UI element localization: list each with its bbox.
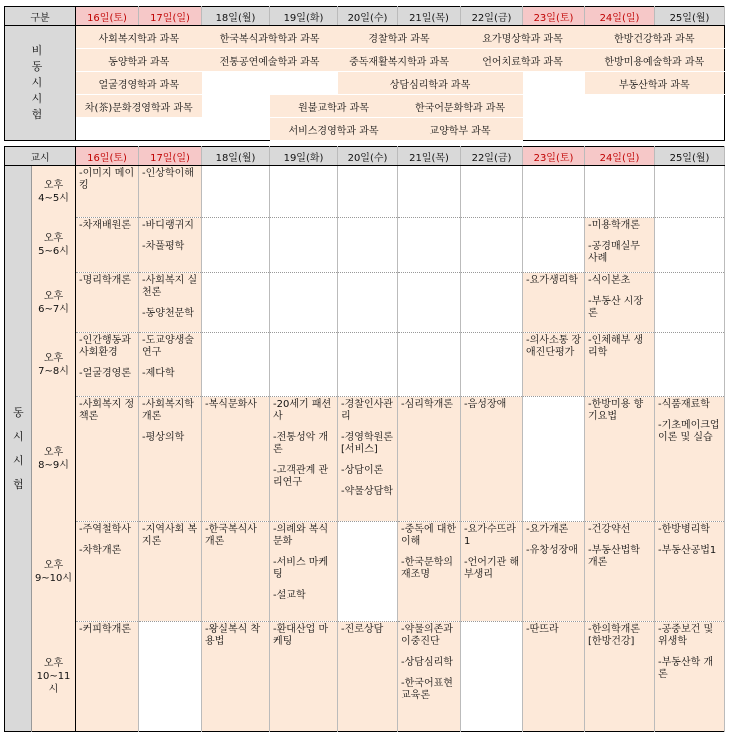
course-item: -커피학개론 [79,624,131,635]
subject-block: 한국어문화학과 과목 [398,95,523,118]
course-item: -식품재료학 [658,399,710,410]
course-item: -사회복지학 개론 [142,399,194,422]
schedule-cell [398,218,461,273]
period-label: 오후 6~7시 [32,273,76,333]
day-header: 25일(월) [655,7,725,26]
schedule-cell [585,522,655,622]
schedule-cell [338,397,398,522]
course-item: -요가수뜨라1 [464,524,516,547]
subject-block: 교양학부 과목 [398,118,523,141]
schedule-cell [585,333,655,397]
schedule-cell [461,166,523,218]
schedule-cell [202,397,270,522]
course-item: -부동산공법1 [658,545,717,556]
course-item: -약물의존과 이중진단 [401,624,453,647]
course-item: -전통성악 개론 [273,432,329,455]
course-item: -고객관계 관리연구 [273,465,329,488]
schedule-cell [270,522,338,622]
course-item: -복식문화사 [205,399,257,410]
day-header: 22일(금) [461,7,523,26]
course-item: -한방병리학 [658,524,710,535]
course-item: -약물상담학 [341,486,393,497]
course-item: -동양천문학 [142,308,194,319]
schedule-cell [76,218,139,273]
day-header: 20일(수) [338,7,398,26]
course-item: -얼굴경영론 [79,368,131,379]
schedule-cell [76,333,139,397]
schedule-cell [139,522,202,622]
course-item: -한국복식사 개론 [205,524,257,547]
day-header: 24일(일) [585,7,655,26]
subject-block: 한방미용예술학과 과목 [585,49,725,72]
schedule-row [5,273,725,333]
course-item: -한국문학의 재조명 [401,557,453,580]
course-item: -차풀평학 [142,241,185,252]
day-header: 23일(토) [523,147,585,166]
concurrent-group-label: 동 시 시 험 [5,166,32,732]
schedule-cell [655,622,725,732]
day-header: 19일(화) [270,7,338,26]
schedule-cell [461,397,523,522]
schedule-cell [270,166,338,218]
schedule-cell [338,522,398,622]
schedule-cell [398,622,461,732]
header-row [5,7,725,26]
course-item: -상담이론 [341,465,384,476]
schedule-cell [338,333,398,397]
schedule-row [5,218,725,273]
course-item: -부동산법학 개론 [588,545,640,568]
period-header: 교시 [5,147,76,166]
course-item: -공경매실무 사례 [588,241,640,264]
schedule-cell [338,273,398,333]
schedule-cell [398,166,461,218]
day-header: 21일(목) [398,147,461,166]
schedule-cell [655,166,725,218]
schedule-cell [270,218,338,273]
course-item: -부동산 시장론 [588,296,644,319]
schedule-cell [270,273,338,333]
day-header: 21일(목) [398,7,461,26]
schedule-cell [76,622,139,732]
subject-block: 요가명상학과 과목 [461,26,585,49]
day-header: 17일(일) [139,147,202,166]
course-item: -한의학개론 [한방건강] [588,624,640,647]
course-item: -인체해부 생리학 [588,335,644,358]
schedule-cell [461,622,523,732]
schedule-cell [461,522,523,622]
subject-block: 동양학과 과목 [76,49,202,72]
schedule-row [5,166,725,218]
day-header: 20일(수) [338,147,398,166]
schedule-cell [655,333,725,397]
schedule-cell [523,218,585,273]
schedule-cell [338,622,398,732]
schedule-cell [523,333,585,397]
course-item: -지역사회 복지론 [142,524,198,547]
period-label: 오후 7~8시 [32,333,76,397]
course-item: -차학개론 [79,545,122,556]
schedule-cell [523,166,585,218]
course-item: -딴뜨라 [526,624,559,635]
header-label: 구분 [5,7,76,26]
schedule-cell [76,397,139,522]
schedule-cell [76,166,139,218]
schedule-cell [398,333,461,397]
course-item: -20세기 패션사 [273,399,332,422]
schedule-row [5,622,725,732]
day-header: 16일(토) [76,147,139,166]
schedule-cell [139,397,202,522]
schedule-cell [655,273,725,333]
course-item: -심리학개론 [401,399,453,410]
schedule-cell [523,273,585,333]
course-item: -명리학개론 [79,275,131,286]
course-item: -요가생리학 [526,275,578,286]
schedule-cell [585,166,655,218]
course-item: -사회복지 실천론 [142,275,198,298]
subject-block: 서비스경영학과 과목 [270,118,398,141]
day-header: 22일(금) [461,147,523,166]
course-item: -미용학개론 [588,220,640,231]
subject-block: 차(茶)문화경영학과 과목 [76,95,202,118]
course-item: -왕실복식 착용법 [205,624,261,647]
course-item: -공중보건 및 위생학 [658,624,714,647]
period-label: 오후 5~6시 [32,218,76,273]
course-item: -부동산학 개론 [658,657,714,680]
course-item: -평상의학 [142,432,185,443]
course-item: -인상학이해 [142,168,194,179]
schedule-cell [523,622,585,732]
schedule-cell [461,218,523,273]
course-item: -차재배원론 [79,220,131,231]
subject-block: 언어치료학과 과목 [461,49,585,72]
schedule-row [5,522,725,622]
schedule-cell [398,522,461,622]
schedule-cell [338,166,398,218]
schedule-cell [461,273,523,333]
schedule-cell [202,622,270,732]
nonconcurrent-label: 비 동 시 시 험 [5,26,76,141]
day-header: 16일(토) [76,7,139,26]
day-header: 18일(월) [202,7,270,26]
schedule-cell [585,397,655,522]
course-item: -의례와 복식문화 [273,524,329,547]
subject-block: 얼굴경영학과 과목 [76,72,202,95]
schedule-cell [139,166,202,218]
day-header: 18일(월) [202,147,270,166]
schedule-cell [338,218,398,273]
subject-block: 사회복지학과 과목 [76,26,202,49]
course-item: -사회복지 정책론 [79,399,135,422]
schedule-cell [139,622,202,732]
course-item: -한방미용 향기요법 [588,399,644,422]
schedule-cell [202,218,270,273]
schedule-cell [585,622,655,732]
schedule-cell [139,273,202,333]
schedule-cell [270,333,338,397]
course-item: -유창성장애 [526,545,578,556]
course-item: -이미지 메이킹 [79,168,135,191]
course-item: -언어기관 해부생리 [464,557,520,580]
course-item: -한국어표현 교육론 [401,678,453,701]
schedule-cell [270,622,338,732]
subject-block: 중독재활복지학과 과목 [338,49,461,72]
schedule-cell [655,218,725,273]
header-row [5,147,725,166]
schedule-cell [202,166,270,218]
course-item: -인간행동과 사회환경 [79,335,131,358]
schedule-cell [139,218,202,273]
subject-block: 부동산학과 과목 [585,72,725,95]
course-item: -제다학 [142,368,175,379]
schedule-cell [585,218,655,273]
period-label: 오후 9~10시 [32,522,76,622]
course-item: -상담심리학 [401,657,453,668]
course-item: -기초메이크업 이론 및 실습 [658,420,720,443]
period-label: 오후 10~11시 [32,622,76,732]
schedule-cell [655,397,725,522]
schedule-cell [76,273,139,333]
schedule-row [5,333,725,397]
schedule-cell [76,522,139,622]
course-item: -식이본초 [588,275,631,286]
subject-block: 한방건강학과 과목 [585,26,725,49]
schedule-cell [461,333,523,397]
course-item: -서비스 마케팅 [273,557,329,580]
course-item: -경찰인사관리 [341,399,393,422]
day-header: 25일(월) [655,147,725,166]
schedule-cell [202,333,270,397]
schedule-cell [202,522,270,622]
subject-block: 원불교학과 과목 [270,95,398,118]
nonconcurrent-table [4,6,725,141]
course-item: -바디랭귀지 [142,220,194,231]
course-item: -음성장애 [464,399,507,410]
day-header: 17일(일) [139,7,202,26]
schedule-cell [202,273,270,333]
course-item: -중독에 대한 이해 [401,524,457,547]
period-label: 오후 4~5시 [32,166,76,218]
schedule-cell [398,273,461,333]
day-header: 24일(일) [585,147,655,166]
subject-block: 상담심리학과 과목 [338,72,523,95]
day-header: 23일(토) [523,7,585,26]
period-label: 오후 8~9시 [32,397,76,522]
course-item: -환대산업 마케팅 [273,624,329,647]
course-item: -주역철학사 [79,524,131,535]
course-item: -의사소통 장애진단평가 [526,335,582,358]
schedule-cell [270,397,338,522]
schedule-cell [585,273,655,333]
subject-block: 전통공연예술학과 과목 [202,49,338,72]
schedule-cell [655,522,725,622]
day-header: 19일(화) [270,147,338,166]
schedule-cell [523,397,585,522]
course-item: -진로상담 [341,624,384,635]
schedule-cell [523,522,585,622]
subject-block: 한국복식과학학과 과목 [202,26,338,49]
course-item: -요가개론 [526,524,569,535]
schedule-cell [398,397,461,522]
course-item: -설교학 [273,590,306,601]
course-item: -건강약선 [588,524,631,535]
schedule-row [5,397,725,522]
concurrent-table [4,146,725,732]
schedule-cell [139,333,202,397]
course-item: -경영학원론 [서비스] [341,432,393,455]
subject-block: 경찰학과 과목 [338,26,461,49]
course-item: -도교양생술 연구 [142,335,194,358]
